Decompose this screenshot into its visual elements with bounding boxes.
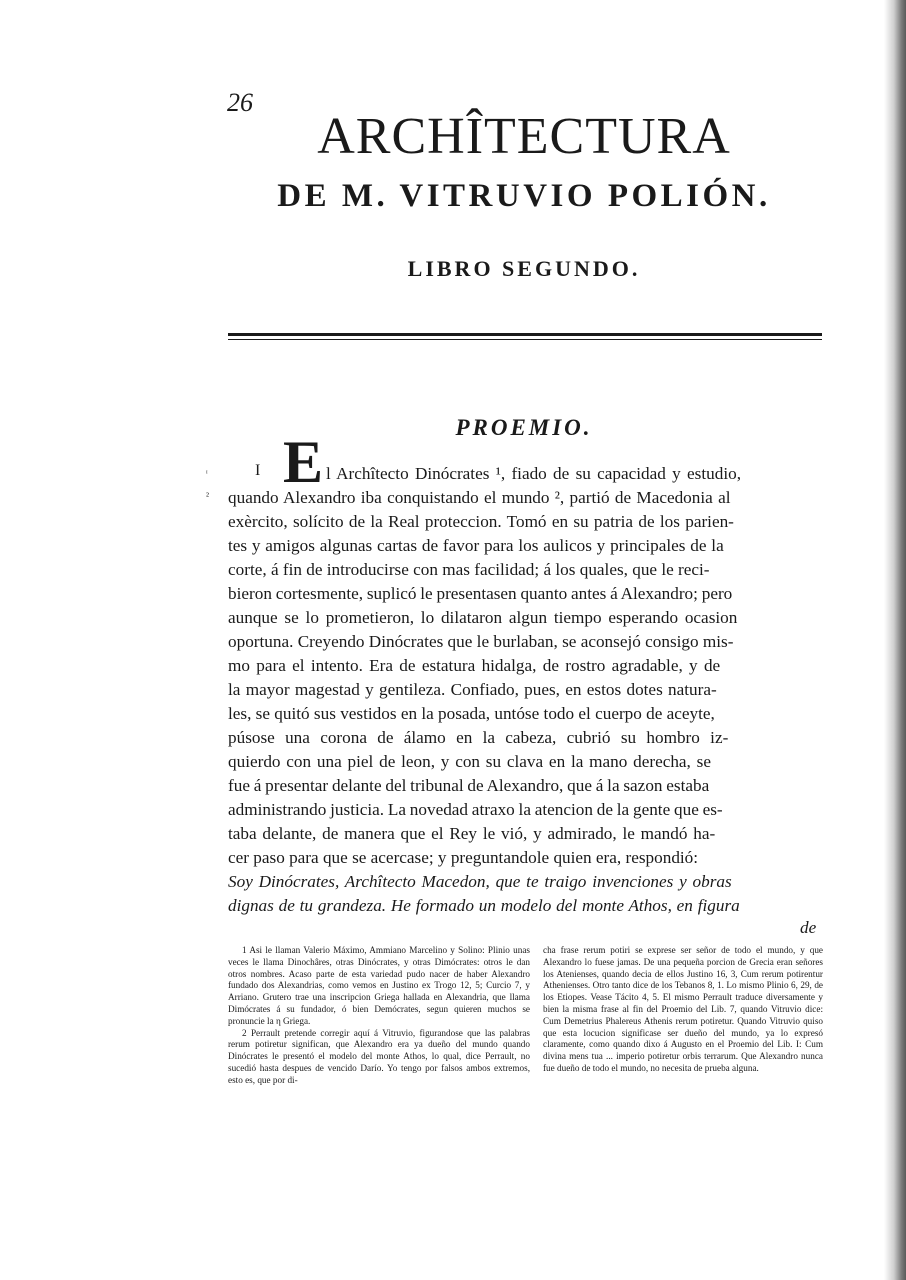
catchword: de [800, 918, 817, 937]
footnotes-right-column [543, 945, 823, 1075]
body-line: aunque se lo prometieron, lo dilataron algun tiempo esperando ocasion [228, 608, 738, 627]
body-line: exèrcito, solícito de la Real proteccion. Tomó en su patria de los parien- [228, 512, 734, 531]
body-line: fue á presentar delante del tribunal de Alexandro, que á la sazon estaba [228, 776, 710, 795]
page-number: 26 [227, 88, 253, 117]
book-heading: LIBRO SEGUNDO. [407, 256, 641, 281]
body-line: cer paso para que se acercase; y preguntandole quien era, respondió: [228, 848, 699, 867]
thick-rule [228, 333, 822, 336]
body-line: administrando justicia. La novedad atraxo la atencion de la gente que es- [228, 800, 723, 819]
page-subtitle: DE M. VITRUVIO POLIÓN. [277, 178, 771, 214]
body-line: corte, á fin de introducirse con mas facilidad; á los quales, que le reci- [228, 560, 710, 579]
footnotes-left-column [228, 945, 530, 1087]
footnote: 2 Perrault pretende corregir aquí á Vitruvio, figurandose que las palabras rerum potiretur significan, que Alexandro era ya dueño del mundo quando Dinócrates le presentó el modelo del monte Athos, lo qual, dice Perrault, no sucedió hasta despues de vencido Darío. Yo tengo por falsos ambos extremos, esto es, que por di- [228, 1027, 530, 1085]
body-line: quierdo con una piel de leon, y con su clava en la mano derecha, se [228, 752, 711, 771]
section-heading: PROEMIO. [455, 415, 593, 440]
thin-rule [228, 339, 822, 340]
footnote: cha frase rerum potiri se exprese ser señor de todo el mundo, y que Alexandro lo fuese jamas. De una pequeña porcion de Grecia eran señores los Atenienses, quando decia de ellos Justino 16, 3, Cum rerum potirentur Athenienses. Otro tanto dice de los Tebanos 8, 1. Lo mismo Plinio 6, 29, de los Etiopes. Vease Tácito 4, 5. El mismo Perrault traduce diversamente y bien la misma frase al fin del Proemio del Lib. 7, quando Vitruvio dice: Cum Demetrius Phalereus Athenis rerum potiretur. Quando Vitruvio quiso que esta locucion significase ser dueño del mundo, ya lo expresó claramente, como quando dixo á Augusto en el Proemio del Lib. I: Cum divina mens tua ... imperio potiretur orbis terrarum. Que Alexandro nunca fue dueño de todo el mundo, no necesita de prueba alguna. [543, 945, 823, 1073]
body-line: la mayor magestad y gentileza. Confiado, pues, en estos dotes natura- [228, 680, 717, 699]
paragraph-number: I [255, 462, 261, 479]
drop-cap: E [283, 429, 324, 495]
footnote: 1 Asi le llaman Valerio Máximo, Ammiano Marcelino y Solino: Plinio unas veces le llama Dinochâres, otras Dinócrates, y otras Dimócrates: otros le dan otros nombres. Acaso parte de esta variedad pudo nacer de haber Alexandro fundado dos Alexandrias, como vemos en Justino ex Trogo 12, 5; Curcio 7, y Arriano. Grutero trae una inscripcion Griega hallada en Alexandria, que llama Dimócrates á su fundador, ó bien Demócrates, segun quieren muchos se pronuncie la η Griega. [228, 945, 530, 1026]
body-line: oportuna. Creyendo Dinócrates que le burlaban, se aconsejó consigo mis- [228, 632, 734, 651]
margin-mark: ² [206, 491, 209, 502]
page-title: ARCHÎTECTURA [317, 108, 731, 165]
body-line-italic: dignas de tu grandeza. He formado un modelo del monte Athos, en figura [228, 896, 740, 915]
body-line: les, se quitó sus vestidos en la posada, untóse todo el cuerpo de aceyte, [228, 704, 715, 723]
margin-mark: ᶦ [206, 468, 208, 479]
body-line: tes y amigos algunas cartas de favor para los aulicos y principales de la [228, 536, 724, 555]
body-line: quando Alexandro iba conquistando el mundo ², partió de Macedonia al [228, 488, 731, 507]
page-edge-shadow [884, 0, 906, 1280]
body-line: bieron cortesmente, suplicó le presentasen quanto antes á Alexandro; pero [228, 584, 733, 603]
body-line: mo para el intento. Era de estatura hidalga, de rostro agradable, y de [228, 656, 721, 675]
body-line: taba delante, de manera que el Rey le vió, y admirado, le mandó ha- [228, 824, 716, 843]
body-line-italic: Soy Dinócrates, Archîtecto Macedon, que te traigo invenciones y obras [228, 872, 732, 891]
body-line: púsose una corona de álamo en la cabeza, cubrió su hombro iz- [228, 728, 729, 747]
body-line: l Archîtecto Dinócrates ¹, fiado de su capacidad y estudio, [326, 464, 741, 483]
